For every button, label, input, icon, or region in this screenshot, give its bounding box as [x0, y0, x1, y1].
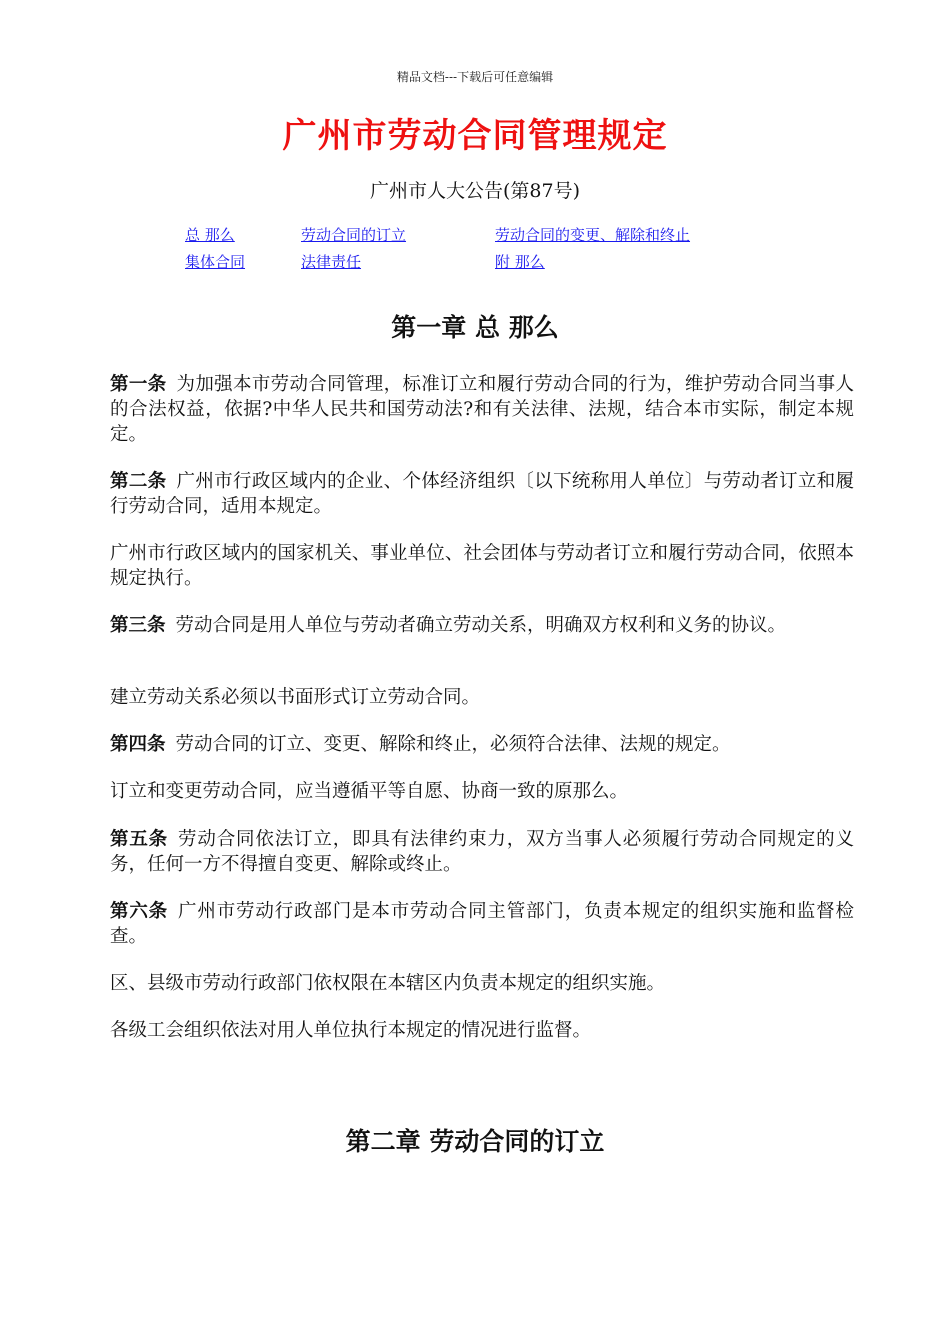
document-subtitle: 广州市人大公告(第87号): [369, 180, 580, 202]
article-number: 第四条: [110, 734, 166, 755]
article-paragraph: [110, 372, 854, 447]
article-paragraph: [110, 779, 854, 804]
article-text: 广州市行政区域内的国家机关、事业单位、社会团体与劳动者订立和履行劳动合同，依照本规定执行。: [110, 543, 854, 589]
article-number: 第一条: [110, 374, 167, 395]
article-text: 劳动合同依法订立，即具有法律约束力，双方当事人必须履行劳动合同规定的义务，任何一方不得擅自变更、解除或终止。: [110, 829, 854, 875]
toc-link-general[interactable]: 总 那么: [185, 226, 235, 244]
article-paragraph: [110, 732, 854, 757]
article-text: 区、县级市劳动行政部门依权限在本辖区内负责本规定的组织实施。: [110, 973, 666, 994]
article-paragraph: [110, 685, 854, 710]
chapter-heading-2: 第二章 劳动合同的订立: [345, 1127, 605, 1156]
article-paragraph: [110, 1018, 854, 1043]
article-text: 广州市劳动行政部门是本市劳动合同主管部门，负责本规定的组织实施和监督检查。: [110, 901, 854, 947]
toc-link-supplementary[interactable]: 附 那么: [495, 253, 545, 271]
header-note: 精品文档---下载后可任意编辑: [396, 70, 554, 84]
article-number: 第二条: [110, 471, 167, 492]
article-text: 广州市行政区域内的企业、个体经济组织〔以下统称用人单位〕与劳动者订立和履行劳动合同，适用本规定。: [110, 471, 854, 517]
article-number: 第三条: [110, 615, 166, 636]
article-paragraph: [110, 613, 854, 638]
article-text: 订立和变更劳动合同，应当遵循平等自愿、协商一致的原那么。: [110, 781, 629, 802]
article-paragraph: [110, 469, 854, 519]
article-paragraph: [110, 541, 854, 591]
toc-link-change-termination[interactable]: 劳动合同的变更、解除和终止: [495, 226, 691, 244]
document-title: 广州市劳动合同管理规定: [282, 116, 668, 156]
article-number: 第六条: [110, 901, 169, 922]
article-paragraph: [110, 827, 854, 877]
toc-link-conclusion[interactable]: 劳动合同的订立: [301, 226, 407, 244]
article-text: 建立劳动关系必须以书面形式订立劳动合同。: [110, 687, 481, 708]
toc-link-collective-contract[interactable]: 集体合同: [185, 253, 246, 271]
article-paragraph: [110, 971, 854, 996]
article-text: 各级工会组织依法对用人单位执行本规定的情况进行监督。: [110, 1020, 592, 1041]
chapter-heading-1: 第一章 总 那么: [391, 313, 559, 342]
toc-link-legal-liability[interactable]: 法律责任: [301, 253, 362, 271]
article-number: 第五条: [110, 829, 169, 850]
article-text: 为加强本市劳动合同管理，标准订立和履行劳动合同的行为，维护劳动合同当事人的合法权益，依据?中华人民共和国劳动法?和有关法律、法规，结合本市实际，制定本规定。: [110, 374, 854, 445]
article-text: 劳动合同是用人单位与劳动者确立劳动关系，明确双方权利和义务的协议。: [175, 615, 787, 636]
article-paragraph: [110, 899, 854, 949]
article-text: 劳动合同的订立、变更、解除和终止，必须符合法律、法规的规定。: [175, 734, 731, 755]
